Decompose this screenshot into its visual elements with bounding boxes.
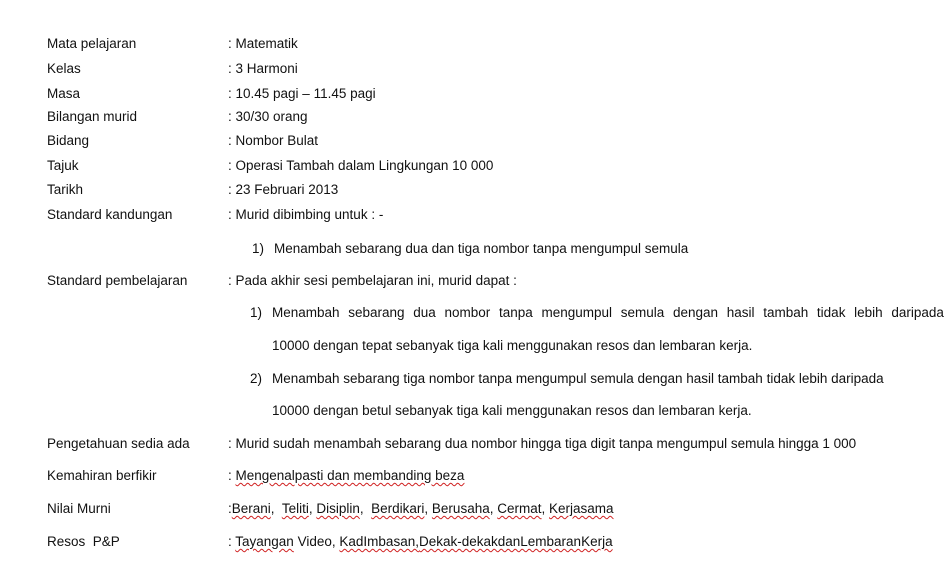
value-tajuk: : Operasi Tambah dalam Lingkungan 10 000 bbox=[228, 158, 494, 173]
value-nilai-murni: :Berani, Teliti, Disiplin, Berdikari, Berusaha, Cermat, Kerjasama bbox=[228, 501, 614, 516]
word: tidak bbox=[816, 305, 846, 320]
value-mata-pelajaran: : Matematik bbox=[228, 36, 298, 51]
nilai-item: Berusaha bbox=[431, 501, 490, 516]
word: dengan bbox=[672, 305, 719, 320]
label-kemahiran-berfikir: Kemahiran berfikir bbox=[47, 468, 157, 483]
sk-item-number: 1) bbox=[252, 241, 265, 256]
label-standard-kandungan: Standard kandungan bbox=[47, 207, 173, 222]
nilai-item: Berdikari bbox=[371, 501, 425, 516]
word: tanpa bbox=[498, 305, 533, 320]
label-kelas: Kelas bbox=[47, 61, 81, 76]
word: tambah bbox=[763, 305, 809, 320]
word: dua bbox=[413, 305, 436, 320]
sp-item-1-line1 bbox=[272, 305, 944, 321]
resos-item: Video, bbox=[297, 534, 336, 549]
word: lebih bbox=[854, 305, 883, 320]
sp-item-2-line1: Menambah sebarang tiga nombor tanpa mengumpul semula dengan hasil tambah tidak lebih daripada bbox=[272, 371, 884, 386]
label-tajuk: Tajuk bbox=[47, 158, 79, 173]
colon-prefix: : bbox=[228, 501, 232, 516]
sk-item-text: Menambah sebarang dua dan tiga nombor tanpa mengumpul semula bbox=[274, 241, 689, 256]
label-standard-pembelajaran: Standard pembelajaran bbox=[47, 273, 188, 288]
value-bilangan-murid: : 30/30 orang bbox=[228, 109, 308, 124]
label-resos-pp: Resos P&P bbox=[47, 534, 120, 549]
label-bidang: Bidang bbox=[47, 133, 90, 148]
resos-item: Dekak-dekakdanLembaranKerja bbox=[418, 534, 613, 549]
word: hasil bbox=[726, 305, 755, 320]
value-standard-kandungan: : Murid dibimbing untuk : - bbox=[228, 207, 384, 222]
label-pengetahuan-sedia-ada: Pengetahuan sedia ada bbox=[47, 436, 190, 451]
label-bilangan-murid: Bilangan murid bbox=[47, 109, 138, 124]
word: Menambah bbox=[272, 305, 340, 320]
value-tarikh: : 23 Februari 2013 bbox=[228, 182, 339, 197]
value-standard-pembelajaran: : Pada akhir sesi pembelajaran ini, murid dapat : bbox=[228, 273, 517, 288]
colon-prefix: : bbox=[228, 468, 236, 483]
word: sebarang bbox=[348, 305, 405, 320]
nilai-item: Berani bbox=[231, 501, 271, 516]
label-mata-pelajaran: Mata pelajaran bbox=[47, 36, 137, 51]
nilai-item: Cermat bbox=[497, 501, 542, 516]
sp-item-1-line2: 10000 dengan tepat sebanyak tiga kali menggunakan resos dan lembaran kerja. bbox=[272, 338, 753, 353]
value-kelas: : 3 Harmoni bbox=[228, 61, 298, 76]
value-kemahiran-berfikir bbox=[228, 468, 464, 484]
label-tarikh: Tarikh bbox=[47, 182, 84, 197]
nilai-item: Teliti bbox=[281, 501, 309, 516]
sp-item-2-line2: 10000 dengan betul sebanyak tiga kali menggunakan resos dan lembaran kerja. bbox=[272, 403, 752, 418]
resos-item: Tayangan bbox=[235, 534, 294, 549]
sp-item-2-number: 2) bbox=[250, 371, 263, 386]
kemahiran-text: Mengenalpasti dan membanding beza bbox=[235, 468, 465, 483]
label-nilai-murni: Nilai Murni bbox=[47, 501, 111, 516]
word: mengumpul bbox=[541, 305, 613, 320]
word: daripada bbox=[891, 305, 944, 320]
colon-prefix: : bbox=[228, 534, 236, 549]
sp-item-1-number: 1) bbox=[250, 305, 263, 320]
nilai-item: Kerjasama bbox=[549, 501, 614, 516]
label-masa: Masa bbox=[47, 86, 81, 101]
nilai-item: Disiplin bbox=[316, 501, 360, 516]
value-bidang: : Nombor Bulat bbox=[228, 133, 319, 148]
word: nombor bbox=[444, 305, 491, 320]
value-resos-pp bbox=[228, 534, 613, 550]
resos-item: KadImbasan, bbox=[339, 534, 419, 549]
value-pengetahuan-sedia-ada: : Murid sudah menambah sebarang dua nombor hingga tiga digit tanpa mengumpul semula hingga 1 000 bbox=[228, 436, 857, 451]
value-masa: : 10.45 pagi – 11.45 pagi bbox=[228, 86, 376, 101]
word: semula bbox=[620, 305, 665, 320]
